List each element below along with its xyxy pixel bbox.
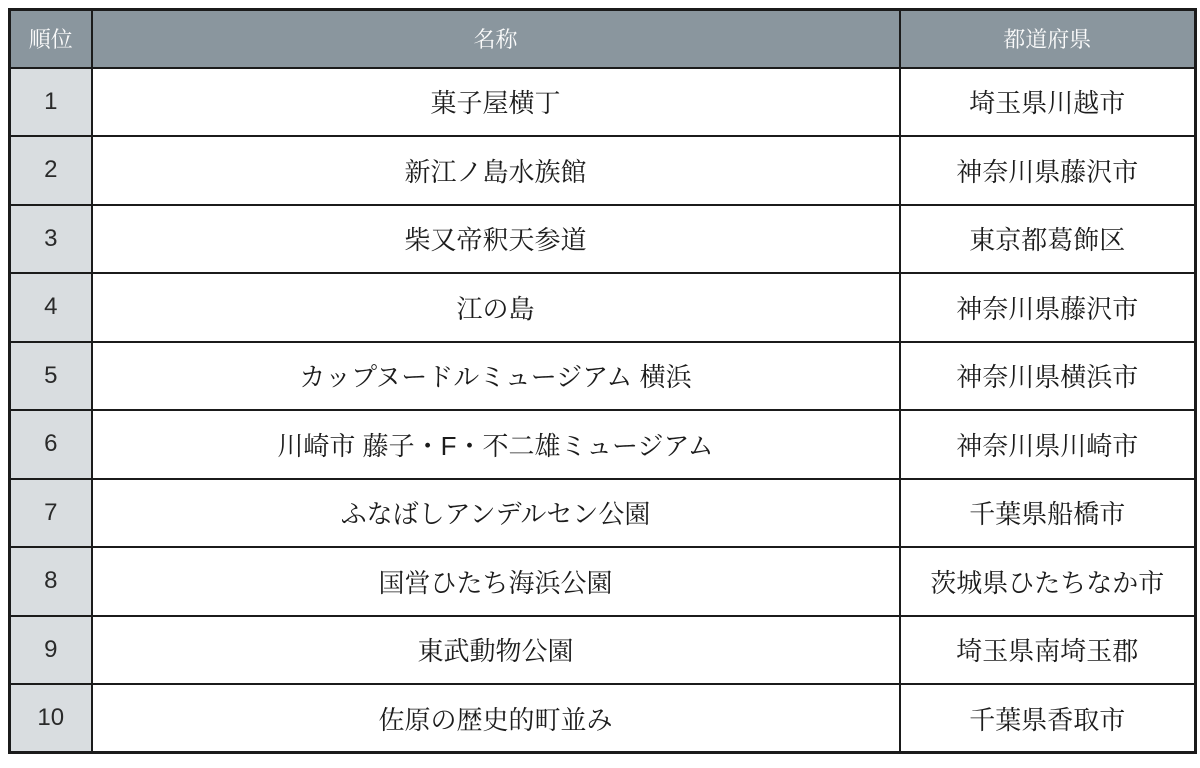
name-cell: 菓子屋横丁 — [92, 68, 900, 137]
ranking-table — [8, 8, 1197, 754]
table-row — [10, 205, 1196, 274]
header-prefecture: 都道府県 — [900, 10, 1196, 68]
table-row — [10, 479, 1196, 548]
rank-cell: 6 — [10, 410, 92, 479]
name-cell: 新江ノ島水族館 — [92, 136, 900, 205]
table-row — [10, 136, 1196, 205]
prefecture-cell: 茨城県ひたちなか市 — [900, 547, 1196, 616]
rank-cell: 3 — [10, 205, 92, 274]
header-rank: 順位 — [10, 10, 92, 68]
table-row — [10, 273, 1196, 342]
name-cell: 東武動物公園 — [92, 616, 900, 685]
prefecture-cell: 埼玉県南埼玉郡 — [900, 616, 1196, 685]
table-row — [10, 68, 1196, 137]
rank-cell: 1 — [10, 68, 92, 137]
name-cell: 佐原の歴史的町並み — [92, 684, 900, 753]
name-cell: 国営ひたち海浜公園 — [92, 547, 900, 616]
header-row — [10, 10, 1196, 68]
name-cell: カップヌードルミュージアム 横浜 — [92, 342, 900, 411]
prefecture-cell: 千葉県香取市 — [900, 684, 1196, 753]
prefecture-cell: 神奈川県川崎市 — [900, 410, 1196, 479]
table-row — [10, 547, 1196, 616]
table-body — [10, 68, 1196, 753]
rank-cell: 8 — [10, 547, 92, 616]
rank-cell: 7 — [10, 479, 92, 548]
name-cell: 川崎市 藤子・F・不二雄ミュージアム — [92, 410, 900, 479]
name-cell: 柴又帝釈天参道 — [92, 205, 900, 274]
table-row — [10, 410, 1196, 479]
rank-cell: 4 — [10, 273, 92, 342]
rank-cell: 9 — [10, 616, 92, 685]
name-cell: 江の島 — [92, 273, 900, 342]
table-row — [10, 342, 1196, 411]
rank-cell: 5 — [10, 342, 92, 411]
prefecture-cell: 東京都葛飾区 — [900, 205, 1196, 274]
header-name: 名称 — [92, 10, 900, 68]
prefecture-cell: 神奈川県藤沢市 — [900, 273, 1196, 342]
prefecture-cell: 神奈川県横浜市 — [900, 342, 1196, 411]
table-row — [10, 684, 1196, 753]
prefecture-cell: 埼玉県川越市 — [900, 68, 1196, 137]
prefecture-cell: 千葉県船橋市 — [900, 479, 1196, 548]
prefecture-cell: 神奈川県藤沢市 — [900, 136, 1196, 205]
name-cell: ふなばしアンデルセン公園 — [92, 479, 900, 548]
rank-cell: 2 — [10, 136, 92, 205]
table-row — [10, 616, 1196, 685]
rank-cell: 10 — [10, 684, 92, 753]
